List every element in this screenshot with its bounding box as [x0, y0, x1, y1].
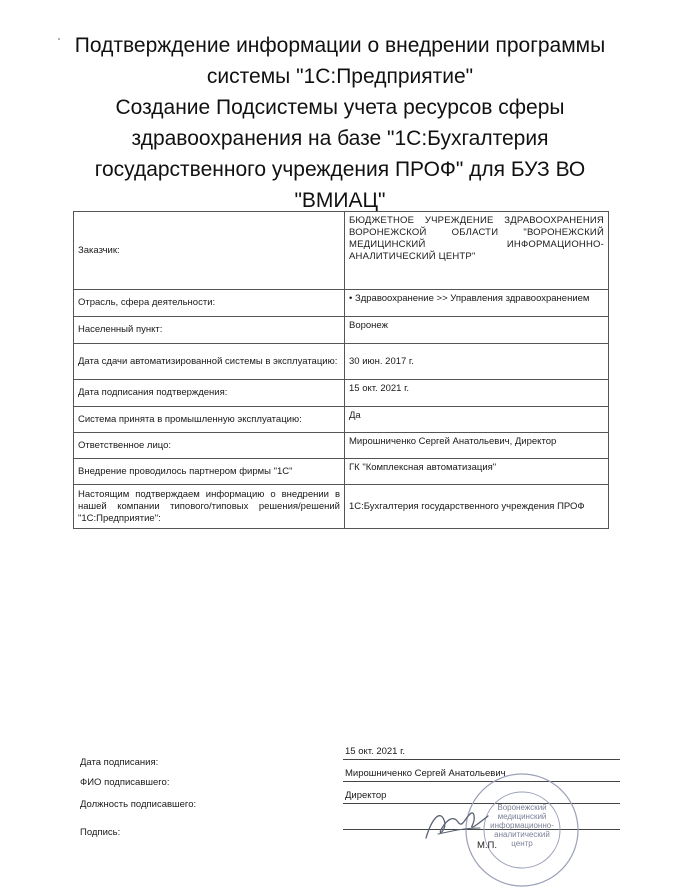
row-label: Система принята в промышленную эксплуатацию:	[74, 407, 345, 433]
row-label: Заказчик:	[74, 212, 345, 290]
row-label: Дата сдачи автоматизированной системы в эксплуатацию:	[74, 344, 345, 380]
sign-date-label: Дата подписания:	[80, 757, 159, 768]
stamp-line: медицинский	[497, 812, 547, 821]
signer-name-label: ФИО подписавшего:	[80, 777, 170, 788]
stamp-line: Воронежский	[497, 803, 547, 812]
stamp-line: центр	[511, 839, 533, 848]
stamp-place-mark: М.П.	[477, 840, 498, 851]
table-row-responsible	[74, 433, 609, 459]
sign-date-line	[343, 759, 620, 760]
row-label: Дата подписания подтверждения:	[74, 380, 345, 407]
row-value: • Здравоохранение >> Управления здравоохранением	[345, 290, 609, 317]
row-value: Мирошниченко Сергей Анатольевич, Директор	[345, 433, 609, 459]
table-row-customer	[74, 212, 609, 290]
row-value: 15 окт. 2021 г.	[345, 380, 609, 407]
title-line-4: здравоохранения на базе "1С:Бухгалтерия	[131, 127, 549, 150]
table-row-confirm-date	[74, 380, 609, 407]
sign-label: Подпись:	[80, 827, 121, 838]
title-line-6: "ВМИАЦ"	[294, 189, 386, 212]
signer-name-value: Мирошниченко Сергей Анатольевич	[345, 768, 506, 779]
row-value: 1С:Бухгалтерия государственного учреждения ПРОФ	[345, 485, 609, 529]
table-row-city	[74, 317, 609, 344]
row-value: 30 июн. 2017 г.	[345, 344, 609, 380]
row-value: ГК "Комплексная автоматизация"	[345, 459, 609, 485]
title-line-3: Создание Подсистемы учета ресурсов сферы	[115, 96, 565, 119]
table-row-commission-date	[74, 344, 609, 380]
signer-position-label: Должность подписавшего:	[80, 799, 197, 810]
stamp-line: информационно-	[490, 821, 554, 830]
signer-position-value: Директор	[345, 790, 387, 801]
row-label: Ответственное лицо:	[74, 433, 345, 459]
row-value: Воронеж	[345, 317, 609, 344]
table-row-solution	[74, 485, 609, 529]
row-label: Отрасль, сфера деятельности:	[74, 290, 345, 317]
title-line-1: Подтверждение информации о внедрении программы	[74, 34, 606, 57]
sign-date-row	[80, 740, 620, 768]
stamp-line: аналитический	[494, 830, 550, 839]
row-label: Населенный пункт:	[74, 317, 345, 344]
row-value: БЮДЖЕТНОЕ УЧРЕЖДЕНИЕ ЗДРАВООХРАНЕНИЯ ВОРОНЕЖСКОЙ ОБЛАСТИ "ВОРОНЕЖСКИЙ МЕДИЦИНСКИЙ ИНФОРМАЦИОННО-АНАЛИТИЧЕСКИЙ ЦЕНТР"	[345, 212, 609, 290]
row-value: Да	[345, 407, 609, 433]
table-row-accepted	[74, 407, 609, 433]
row-label: Настоящим подтверждаем информацию о внедрении в нашей компании типового/типовых решения/решений "1С:Предприятие":	[74, 485, 345, 529]
table-row-industry	[74, 290, 609, 317]
row-label: Внедрение проводилось партнером фирмы "1С"	[74, 459, 345, 485]
sign-date-value: 15 окт. 2021 г.	[345, 746, 406, 757]
table-row-partner	[74, 459, 609, 485]
document-title	[40, 30, 640, 216]
info-table	[73, 211, 609, 529]
title-line-2: системы "1С:Предприятие"	[206, 65, 474, 88]
title-line-5: государственного учреждения ПРОФ" для БУЗ ВО	[94, 158, 586, 181]
